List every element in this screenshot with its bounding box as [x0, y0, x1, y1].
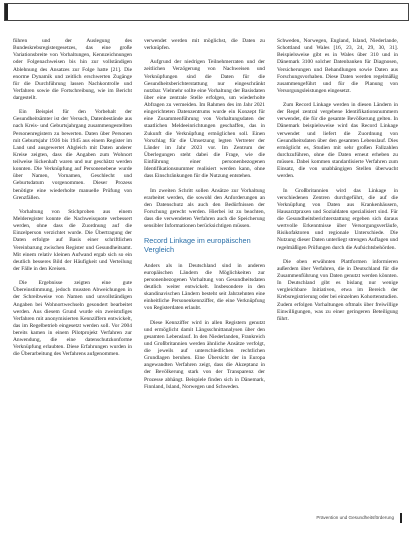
paragraph: In Großbritannien wird das Linkage in verschiedenen Zentren durchgeführt, die auf die Verknüpfung von Daten aus Krankenhäusern, Hausarztpraxen und Sozialdaten spezialisiert sind. Für die Gesundheitsberichterstattung ergeben sich daraus wertvolle Erkenntnisse über Versorgungsverläufe, Risikofaktoren und regionale Unterschiede. Die Nutzung dieser Daten unterliegt strengen Auflagen und regelmäßigen Prüfungen durch die Aufsichtsbehörden. [277, 187, 398, 251]
header-frame [4, 3, 409, 21]
paragraph: Zum Record Linkage werden in diesen Ländern in der Regel zentral vergebene Identifikationsnummern verwendet, die für die gesamte Bevölkerung gelten. In Dänemark beispielsweise wird das Record Linkage verwendet und liefert die Zuordnung von Gesundheitsdaten über den gesamten Lebenslauf. Dies ermöglicht es, Studien mit sehr großen Fallzahlen durchzuführen, ohne die Daten erneut erheben zu müssen. Dabei kommen standardisierte Verfahren zum Einsatz, die von unabhängigen Stellen überwacht werden. [277, 102, 398, 180]
paragraph: Diese Kennziffer wird in allen Registern genutzt und ermöglicht damit Längsschnittanalysen über den gesamten Lebenslauf. In den Niederlanden, Frankreich und Großbritannien werden ähnliche Ansätze verfolgt, die jeweils auf unterschiedlichen rechtlichen Grundlagen beruhen. Eine Übersicht der in Europa angewandten Verfahren zeigt, dass die Akzeptanz in der Bevölkerung stark von der Transparenz der Prozesse abhängt. Beispiele finden sich in Dänemark, Finnland, Island, Norwegen und Schweden. [144, 319, 265, 390]
paragraph: führen und der Auslegung des Bundeskrebsregistergesetzes, das eine große Variationsbreite von Vorhaltungen, Kennzeichnungen oder Folgenachweisen bis hin zur vollständigen Ablehnung des Ansatzes zur Folge hatte [21]. Die enorme Dynamik und zeitlich erschwerten Zugänge für die Durchführung lassen Nachkontrolle und Verfahren sowie die Fortschreibung, wie im Bericht dargestellt. [13, 38, 132, 101]
paragraph: Vorhaltung von Stichproben aus einem Melderegister konnte die Nachweisquote verbessert werden, ohne dass die Zuordnung auf die Einzelperson verzichtet wurde. Die Übertragung der Daten erfolgte auf Basis einer schriftlichen Vereinbarung zwischen Register und Gesundheitsamt. Mit einem relativ kleinen Aufwand ergab sich so ein deutlich besseres Bild der Häufigkeit und Verteilung der Fälle in den Kreisen. [13, 208, 132, 272]
text-column-2 [144, 38, 265, 514]
section-heading: Record Linkage im europäischen Vergleich [144, 236, 251, 254]
page-footer [268, 515, 402, 525]
paragraph: Die oben erwähnten Plattformen informieren außerdem über Verfahren, die in Deutschland für die Zusammenführung von Daten genutzt werden könnten. In Deutschland gibt es bislang nur wenige vergleichbare Initiativen, etwa im Bereich der Krebsregistrierung oder bei einzelnen Kohortenstudien. Zudem erfolgen Vorhaltungen oftmals über freiwillige Einwilligungen, was zu einer geringeren Beteiligung führt. [277, 258, 398, 322]
paragraph: Die Ergebnisse zeigten eine gute Übereinstimmung, jedoch mussten Abweichungen in der Schreibweise von Namen und unvollständigen Angaben bei Wohnortwechseln gesondert bearbeitet werden. Aus diesem Grund wurde ein zweistufiges Verfahren mit anonymisierten Kennziffern entwickelt, das im Regelbetrieb eingesetzt werden soll. Vor 2004 bereits kamen in einem Pilotprojekt Verfahren zur Anwendung, die eine datenschutzkonforme Verknüpfung erlaubten. Diese Erfahrungen wurden in die Überarbeitung des Verfahrens aufgenommen. [13, 280, 132, 358]
paragraph: Im zweiten Schritt sollen Ansätze zur Vorhaltung erarbeitet werden, die sowohl den Anforderungen an den Datenschutz als auch den Bedürfnissen der Forschung gerecht werden. Hierbei ist zu beachten, dass die verwendeten Verfahren auch die Speicherung sensibler Informationen berücksichtigen müssen. [144, 187, 265, 230]
text-column-1 [13, 38, 132, 514]
paragraph: verwendet werden mit möglichst, die Daten zu verknüpfen. [144, 38, 265, 52]
paragraph: Anders als in Deutschland sind in anderen europäischen Ländern die Möglichkeiten zur personenbezogenen Vorhaltung von Gesundheitsdaten deutlich weiter entwickelt. Insbesondere in den skandinavischen Ländern besteht seit Jahrzehnten eine einheitliche Personenkennziffer, die eine Verknüpfung von Registerdaten erlaubt. [144, 262, 265, 312]
paragraph: Schweden, Norwegen, England, Island, Niederlande, Schottland und Wales [16, 23, 24, 29, 30, 31]. Beispielsweise gibt es in Wales über 310 und in Dänemark 3100 solcher Datenbanken für Diagnosen, Versicherungen und Behandlungen sowie Daten aus Forschungsvorhaben. Diese Daten werden regelmäßig zusammengeführt und für die Planung von Versorgungsleistungen eingesetzt. [277, 38, 398, 94]
paragraph: Ein Beispiel für den Vorbehalt der Gesundheitsämter ist der Versuch, Datenbestände aus nach Kreis- und Geburtsjahrgang zusammengestellten Personenregistern zu bewerten. Daten über Personen mit Geburtsjahr 1936 bis 1945 aus einem Register im Land und ausgewertet Abgleich mit Daten anderer Kreise zeigten, dass die Angaben zum Wohnort teilweise lückenhaft waren und nur geschätzt werden konnten. Die Verknüpfung auf Personenebene wurde über Namen, Vornamen, Geschlecht und Geburtsdatum vorgenommen. Dieser Prozess benötigte eine wiederholte manuelle Prüfung von Grenzfällen. [13, 109, 132, 201]
header-marker [5, 4, 8, 20]
footer-marker [400, 513, 402, 523]
journal-name: Prävention und Gesundheitsförderung [316, 515, 394, 520]
text-column-3 [277, 38, 398, 514]
paragraph: Aufgrund der niedrigen Teilnehmerraten und der zeitlichen Verzögerung von Nachweisen und Verknüpfungen sind die Daten für die Gesundheitsberichterstattung nur eingeschränkt nutzbar. Vielmehr sollte eine Vorhaltung der Basisdaten über eine zentrale Stelle erfolgen, um wiederholte Abfragen zu vermeiden. Im Rahmen des im Jahr 2021 eingerichteten Datenzentrums wurde ein Konzept für eine Zusammenführung von Vorhaltungsdaten der staatlichen Meldeeinrichtungen geschaffen, das in Zukunft die Verknüpfung ermöglichen soll. Einen Vorschlag für die Umsetzung legten Vertreter der Länder im Jahr 2023 vor. Im Zentrum der Überlegungen steht dabei die Frage, wie die Einführung einer personenbezogenen Identifikationsnummer realisiert werden kann, ohne dass Einschränkungen für die Nutzung entstehen. [144, 59, 265, 180]
